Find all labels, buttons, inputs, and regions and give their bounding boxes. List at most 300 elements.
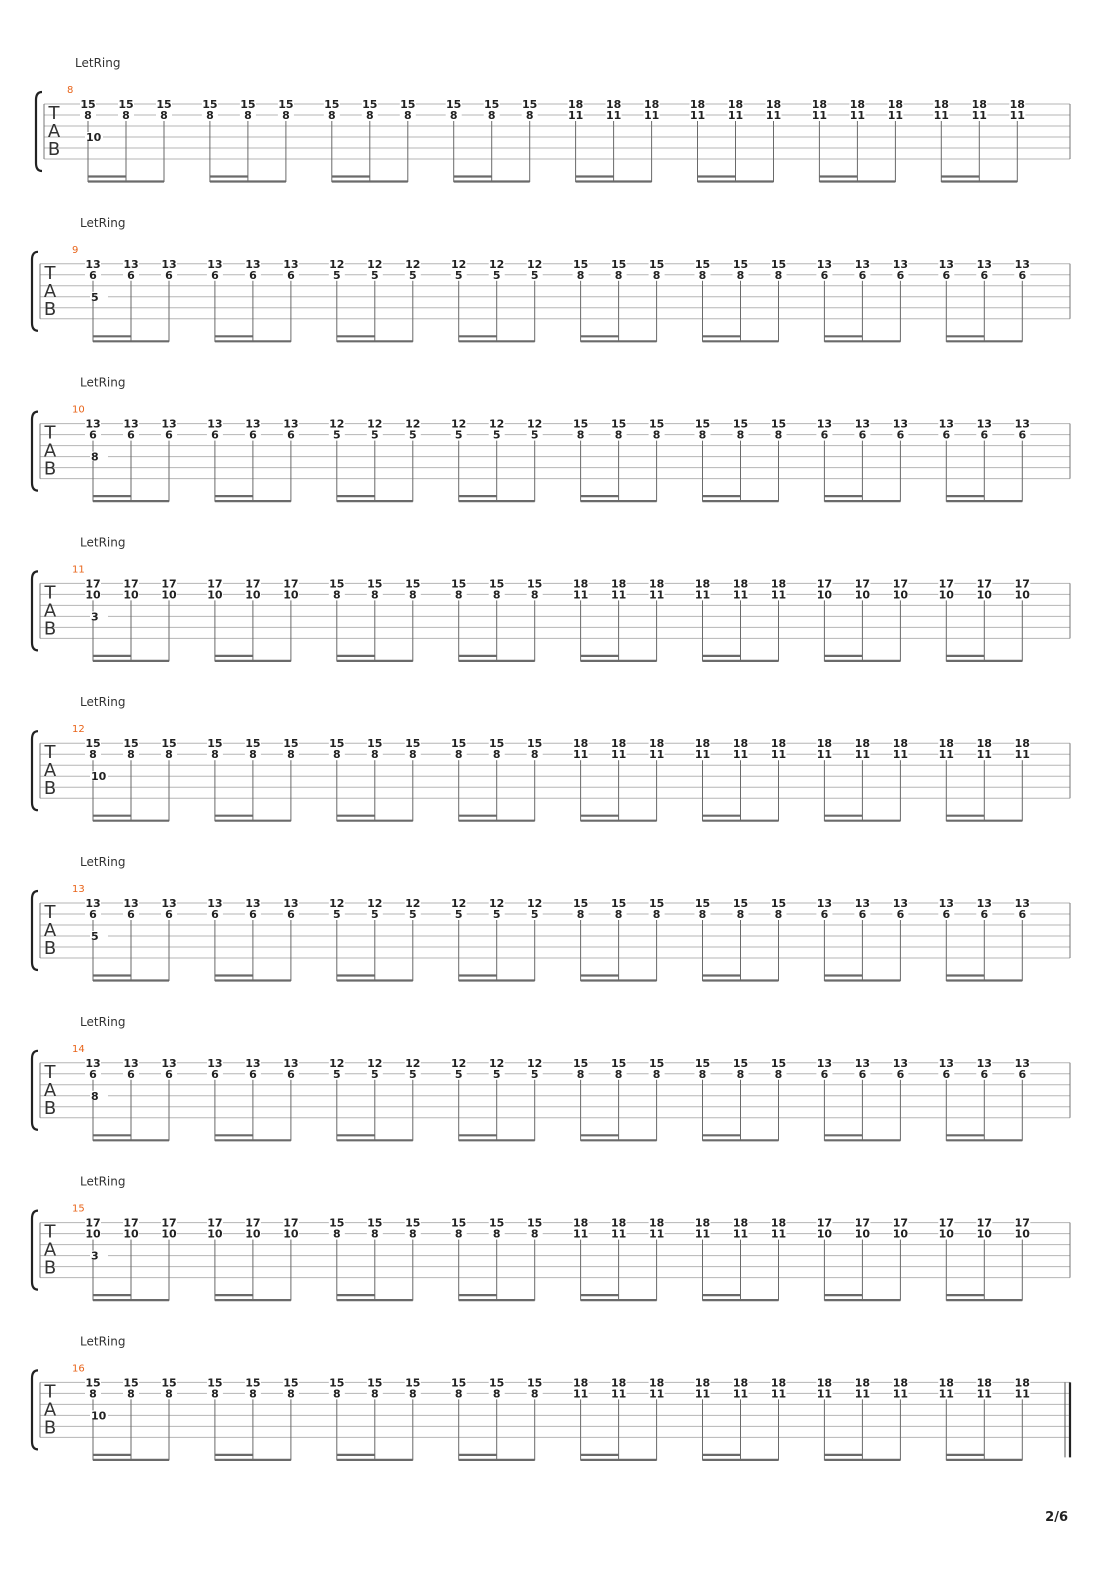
fret-number-second: 11	[770, 748, 787, 762]
fret-number-high: 17	[976, 1216, 992, 1230]
fret-number-second: 8	[614, 1067, 623, 1081]
fret-number-second: 8	[492, 748, 501, 762]
fret-number-high: 18	[648, 1376, 665, 1390]
fret-number-high: 15	[207, 1376, 223, 1390]
page-number: 2/6	[1045, 1510, 1068, 1525]
fret-number-second: 8	[332, 1227, 341, 1241]
fret-number-high: 17	[938, 577, 954, 591]
fret-number-second: 11	[938, 1387, 954, 1401]
fret-number-high: 12	[367, 897, 383, 910]
fret-number-second: 5	[332, 428, 341, 442]
fret-number-high: 13	[976, 897, 992, 910]
system-bracket	[32, 1211, 38, 1290]
fret-number-high: 13	[892, 1056, 909, 1070]
fret-number-second: 8	[652, 268, 661, 282]
fret-number-high: 13	[245, 257, 261, 271]
fret-number-high: 18	[770, 1376, 787, 1390]
fret-number-second: 8	[652, 1067, 661, 1081]
fret-number-high: 12	[489, 257, 505, 271]
fret-number-second: 8	[652, 908, 661, 921]
fret-number-high: 15	[527, 577, 543, 591]
fret-number-high: 13	[1014, 897, 1030, 910]
fret-number-second: 6	[211, 908, 219, 921]
fret-number-second: 5	[454, 268, 463, 282]
fret-number-high: 18	[854, 737, 871, 751]
system-bracket	[36, 92, 42, 171]
fret-number-bass: 10	[91, 1409, 107, 1423]
fret-number-second: 6	[896, 908, 905, 921]
fret-number-high: 18	[732, 737, 749, 751]
fret-number-second: 6	[249, 428, 257, 442]
fret-number-second: 8	[454, 1227, 463, 1241]
fret-number-second: 8	[530, 1387, 539, 1401]
fret-number-second: 5	[530, 1067, 539, 1081]
fret-number-second: 11	[849, 109, 866, 122]
fret-number-second: 8	[454, 1387, 463, 1401]
fret-number-high: 15	[283, 737, 299, 751]
fret-number-second: 8	[127, 1387, 135, 1401]
fret-number-high: 18	[648, 737, 665, 751]
fret-number-second: 8	[576, 1067, 585, 1081]
fret-number-high: 15	[451, 737, 467, 751]
fret-number-second: 8	[774, 908, 783, 921]
fret-number-high: 18	[938, 737, 954, 751]
fret-number-second: 6	[287, 268, 295, 282]
fret-number-high: 12	[451, 1056, 467, 1070]
fret-number-high: 13	[816, 1056, 833, 1070]
fret-number-second: 8	[249, 1387, 257, 1401]
fret-number-second: 11	[892, 1387, 909, 1401]
fret-number-second: 6	[211, 268, 219, 282]
fret-number-high: 15	[362, 98, 378, 111]
fret-number-second: 8	[525, 109, 534, 122]
fret-number-high: 15	[161, 1376, 177, 1390]
fret-number-high: 12	[329, 257, 345, 271]
fret-number-high: 18	[694, 1376, 711, 1390]
fret-number-bass: 8	[91, 1089, 99, 1103]
tab-clef-b: B	[43, 1417, 57, 1439]
fret-number-second: 6	[980, 268, 989, 282]
fret-number-second: 11	[770, 1227, 787, 1241]
fret-number-second: 6	[89, 268, 97, 282]
fret-number-second: 6	[287, 428, 295, 442]
fret-number-high: 15	[329, 737, 345, 751]
fret-number-second: 6	[896, 1067, 905, 1081]
fret-number-second: 11	[648, 1227, 665, 1241]
fret-number-high: 13	[854, 897, 871, 910]
fret-number-second: 8	[249, 748, 257, 762]
fret-number-second: 8	[492, 1227, 501, 1241]
fret-number-high: 18	[1009, 98, 1025, 111]
fret-number-second: 5	[370, 268, 379, 282]
fret-number-high: 18	[770, 1216, 787, 1230]
fret-number-high: 12	[367, 257, 383, 271]
fret-number-second: 11	[694, 748, 711, 762]
system-bracket	[32, 412, 38, 491]
fret-number-high: 18	[648, 577, 665, 591]
fret-number-second: 8	[652, 428, 661, 442]
fret-number-high: 17	[976, 577, 992, 591]
tab-clef-t: T	[44, 422, 56, 444]
fret-number-second: 5	[332, 908, 341, 921]
fret-number-bass: 5	[91, 930, 99, 943]
fret-number-second: 11	[572, 1387, 589, 1401]
fret-number-second: 5	[530, 908, 539, 921]
fret-number-high: 18	[976, 737, 992, 751]
fret-number-second: 8	[614, 268, 623, 282]
fret-number-second: 11	[572, 748, 589, 762]
fret-number-second: 6	[858, 428, 867, 442]
fret-number-high: 15	[484, 98, 500, 111]
let-ring-label: LetRing	[80, 1334, 126, 1349]
fret-number-high: 17	[854, 1216, 871, 1230]
fret-number-second: 11	[572, 588, 589, 602]
fret-number-second: 8	[408, 588, 417, 602]
fret-number-high: 18	[727, 98, 744, 111]
fret-number-high: 13	[245, 1056, 261, 1070]
fret-number-second: 10	[207, 1227, 223, 1241]
fret-number-second: 11	[765, 109, 782, 122]
fret-number-second: 11	[933, 109, 949, 122]
fret-number-high: 15	[572, 1056, 589, 1070]
fret-number-second: 5	[332, 1067, 341, 1081]
fret-number-high: 18	[610, 737, 627, 751]
fret-number-high: 15	[446, 98, 462, 111]
fret-number-second: 5	[530, 428, 539, 442]
fret-number-high: 15	[572, 417, 589, 431]
system-bracket	[32, 731, 38, 810]
fret-number-high: 15	[489, 577, 505, 591]
fret-number-high: 15	[329, 1216, 345, 1230]
fret-number-second: 6	[127, 908, 135, 921]
fret-number-second: 6	[820, 428, 829, 442]
fret-number-second: 10	[123, 588, 139, 602]
fret-number-second: 5	[408, 1067, 417, 1081]
fret-number-second: 10	[161, 588, 177, 602]
fret-number-second: 6	[1018, 1067, 1027, 1081]
fret-number-high: 17	[1014, 577, 1030, 591]
fret-number-bass: 5	[91, 290, 99, 304]
tab-clef-t: T	[44, 902, 56, 923]
fret-number-high: 15	[770, 417, 787, 431]
fret-number-second: 6	[1018, 428, 1027, 442]
fret-number-high: 13	[85, 897, 101, 910]
fret-number-second: 11	[732, 1387, 749, 1401]
fret-number-high: 18	[648, 1216, 665, 1230]
fret-number-high: 15	[694, 417, 711, 431]
fret-number-high: 13	[123, 897, 139, 910]
fret-number-second: 11	[971, 109, 987, 122]
fret-number-high: 12	[489, 897, 505, 910]
tab-clef-a: A	[47, 121, 61, 142]
fret-number-second: 8	[576, 908, 585, 921]
fret-number-high: 15	[329, 577, 345, 591]
fret-number-high: 13	[85, 417, 101, 431]
fret-number-second: 8	[332, 588, 341, 602]
fret-number-high: 17	[245, 577, 261, 591]
fret-number-high: 18	[694, 1216, 711, 1230]
fret-number-second: 6	[942, 908, 951, 921]
fret-number-high: 12	[451, 257, 467, 271]
measure-number: 12	[72, 724, 85, 736]
fret-number-second: 11	[732, 588, 749, 602]
fret-number-high: 12	[527, 257, 543, 271]
fret-number-second: 6	[127, 1067, 135, 1081]
fret-number-second: 8	[492, 588, 501, 602]
fret-number-high: 13	[123, 257, 139, 271]
fret-number-high: 15	[522, 98, 538, 111]
fret-number-second: 8	[165, 748, 173, 762]
fret-number-second: 11	[610, 1387, 627, 1401]
fret-number-high: 15	[367, 1216, 383, 1230]
fret-number-second: 8	[530, 588, 539, 602]
fret-number-high: 13	[938, 417, 954, 431]
fret-number-second: 6	[942, 428, 951, 442]
fret-number-high: 13	[207, 257, 223, 271]
fret-number-high: 13	[245, 417, 261, 431]
fret-number-second: 5	[530, 268, 539, 282]
fret-number-high: 15	[85, 1376, 101, 1390]
fret-number-second: 6	[858, 268, 867, 282]
measure-number: 10	[72, 404, 85, 416]
fret-number-high: 18	[572, 1216, 589, 1230]
fret-number-second: 8	[370, 1387, 379, 1401]
fret-number-high: 15	[694, 897, 711, 910]
fret-number-second: 6	[165, 428, 173, 442]
tab-clef-t: T	[44, 1221, 56, 1243]
fret-number-high: 12	[367, 1056, 383, 1070]
measure-number: 15	[72, 1203, 85, 1215]
fret-number-high: 15	[405, 577, 421, 591]
fret-number-second: 8	[698, 1067, 707, 1081]
fret-number-high: 15	[400, 98, 416, 111]
fret-number-high: 12	[527, 897, 543, 910]
fret-number-second: 8	[211, 1387, 219, 1401]
fret-number-second: 10	[892, 588, 909, 602]
fret-number-second: 5	[454, 908, 463, 921]
fret-number-high: 13	[245, 897, 261, 910]
fret-number-second: 6	[820, 1067, 829, 1081]
fret-number-high: 18	[732, 577, 749, 591]
fret-number-second: 11	[811, 109, 828, 122]
fret-number-second: 6	[980, 428, 989, 442]
fret-number-second: 10	[1014, 588, 1030, 602]
fret-number-high: 15	[324, 98, 340, 111]
fret-number-second: 10	[854, 588, 871, 602]
fret-number-high: 18	[1014, 737, 1030, 751]
fret-number-high: 12	[527, 417, 543, 431]
fret-number-high: 13	[892, 417, 909, 431]
fret-number-second: 8	[408, 1227, 417, 1241]
fret-number-second: 5	[492, 1067, 501, 1081]
fret-number-high: 15	[489, 737, 505, 751]
fret-number-second: 5	[408, 428, 417, 442]
fret-number-second: 11	[854, 748, 871, 762]
fret-number-high: 12	[405, 897, 421, 910]
fret-number-high: 13	[938, 1056, 954, 1070]
fret-number-high: 12	[451, 897, 467, 910]
fret-number-high: 15	[572, 897, 589, 910]
tab-clef-a: A	[43, 440, 57, 462]
fret-number-high: 15	[451, 1376, 467, 1390]
fret-number-high: 12	[489, 417, 505, 431]
fret-number-second: 10	[1014, 1227, 1030, 1241]
fret-number-high: 12	[489, 1056, 505, 1070]
fret-number-second: 6	[820, 268, 829, 282]
fret-number-high: 13	[207, 417, 223, 431]
fret-number-second: 10	[85, 1227, 101, 1241]
fret-number-high: 17	[123, 1216, 139, 1230]
fret-number-high: 18	[689, 98, 706, 111]
fret-number-second: 5	[370, 428, 379, 442]
fret-number-high: 15	[648, 417, 665, 431]
fret-number-high: 12	[451, 417, 467, 431]
fret-number-second: 5	[492, 268, 501, 282]
fret-number-second: 11	[572, 1227, 589, 1241]
fret-number-second: 10	[892, 1227, 909, 1241]
fret-number-high: 12	[405, 417, 421, 431]
fret-number-second: 11	[938, 748, 954, 762]
fret-number-second: 11	[648, 1387, 665, 1401]
tab-clef-b: B	[43, 938, 57, 959]
fret-number-high: 15	[770, 897, 787, 910]
fret-number-second: 6	[249, 268, 257, 282]
fret-number-high: 18	[605, 98, 622, 111]
fret-number-high: 15	[489, 1216, 505, 1230]
fret-number-high: 13	[892, 897, 909, 910]
fret-number-second: 8	[454, 588, 463, 602]
fret-number-high: 15	[610, 417, 627, 431]
fret-number-high: 15	[80, 98, 96, 111]
fret-number-second: 10	[816, 588, 833, 602]
fret-number-second: 8	[89, 1387, 97, 1401]
fret-number-second: 8	[614, 908, 623, 921]
fret-number-second: 8	[774, 428, 783, 442]
fret-number-high: 17	[85, 577, 101, 591]
fret-number-high: 18	[887, 98, 904, 111]
fret-number-high: 17	[854, 577, 871, 591]
fret-number-second: 5	[454, 1067, 463, 1081]
let-ring-label: LetRing	[80, 855, 126, 869]
tab-clef-b: B	[43, 618, 57, 640]
fret-number-high: 12	[405, 1056, 421, 1070]
fret-number-bass: 8	[91, 450, 99, 464]
fret-number-high: 18	[643, 98, 660, 111]
fret-number-second: 6	[287, 1067, 295, 1081]
fret-number-high: 13	[283, 1056, 299, 1070]
fret-number-second: 6	[287, 908, 295, 921]
fret-number-high: 12	[329, 1056, 345, 1070]
fret-number-high: 15	[648, 1056, 665, 1070]
fret-number-second: 6	[896, 268, 905, 282]
fret-number-second: 6	[89, 1067, 97, 1081]
fret-number-second: 5	[370, 908, 379, 921]
fret-number-high: 17	[938, 1216, 954, 1230]
fret-number-second: 11	[610, 588, 627, 602]
fret-number-high: 15	[123, 1376, 139, 1390]
tab-clef-a: A	[43, 920, 57, 941]
fret-number-high: 15	[610, 1056, 627, 1070]
fret-number-high: 13	[816, 257, 833, 271]
fret-number-high: 17	[207, 1216, 223, 1230]
fret-number-second: 11	[1014, 748, 1030, 762]
fret-number-high: 17	[892, 577, 909, 591]
fret-number-second: 6	[942, 1067, 951, 1081]
fret-number-second: 8	[492, 1387, 501, 1401]
fret-number-high: 15	[245, 1376, 261, 1390]
fret-number-high: 15	[405, 737, 421, 751]
fret-number-high: 13	[123, 1056, 139, 1070]
fret-number-high: 15	[732, 1056, 749, 1070]
fret-number-bass: 10	[91, 770, 107, 784]
fret-number-high: 13	[938, 257, 954, 271]
fret-number-second: 11	[732, 1227, 749, 1241]
fret-number-high: 18	[694, 737, 711, 751]
fret-number-second: 11	[727, 109, 744, 122]
fret-number-second: 11	[892, 748, 909, 762]
fret-number-second: 6	[896, 428, 905, 442]
tab-clef-t: T	[44, 1381, 56, 1403]
fret-number-second: 6	[858, 908, 867, 921]
fret-number-high: 15	[451, 1216, 467, 1230]
fret-number-high: 15	[610, 897, 627, 910]
tab-clef-t: T	[44, 1061, 56, 1083]
fret-number-high: 12	[405, 257, 421, 271]
fret-number-second: 8	[365, 109, 374, 122]
fret-number-high: 13	[283, 897, 299, 910]
fret-number-second: 5	[332, 268, 341, 282]
fret-number-high: 13	[816, 897, 833, 910]
fret-number-second: 10	[816, 1227, 833, 1241]
fret-number-second: 8	[206, 109, 214, 122]
fret-number-high: 15	[283, 1376, 299, 1390]
fret-number-high: 18	[849, 98, 866, 111]
tab-clef-b: B	[43, 298, 57, 320]
fret-number-high: 13	[976, 257, 992, 271]
fret-number-second: 6	[165, 908, 173, 921]
fret-number-second: 8	[614, 428, 623, 442]
fret-number-high: 13	[207, 1056, 223, 1070]
fret-number-high: 17	[123, 577, 139, 591]
let-ring-label: LetRing	[75, 56, 121, 70]
fret-number-high: 18	[770, 577, 787, 591]
fret-number-high: 18	[816, 1376, 833, 1390]
fret-number-high: 18	[610, 1376, 627, 1390]
fret-number-second: 11	[694, 1387, 711, 1401]
fret-number-second: 8	[403, 109, 412, 122]
fret-number-second: 11	[643, 109, 660, 122]
fret-number-second: 8	[287, 1387, 295, 1401]
fret-number-high: 17	[816, 577, 833, 591]
fret-number-high: 18	[770, 737, 787, 751]
fret-number-second: 8	[736, 268, 745, 282]
fret-number-high: 12	[367, 417, 383, 431]
fret-number-high: 13	[161, 897, 177, 910]
fret-number-high: 18	[572, 737, 589, 751]
fret-number-high: 15	[367, 577, 383, 591]
fret-number-second: 6	[980, 908, 989, 921]
fret-number-high: 13	[283, 417, 299, 431]
tab-clef-a: A	[43, 1399, 57, 1421]
fret-number-high: 18	[938, 1376, 954, 1390]
fret-number-second: 8	[160, 109, 168, 122]
fret-number-second: 8	[576, 268, 585, 282]
fret-number-high: 17	[816, 1216, 833, 1230]
fret-number-second: 8	[211, 748, 219, 762]
fret-number-second: 11	[694, 588, 711, 602]
fret-number-second: 8	[698, 428, 707, 442]
fret-number-second: 10	[283, 588, 299, 602]
